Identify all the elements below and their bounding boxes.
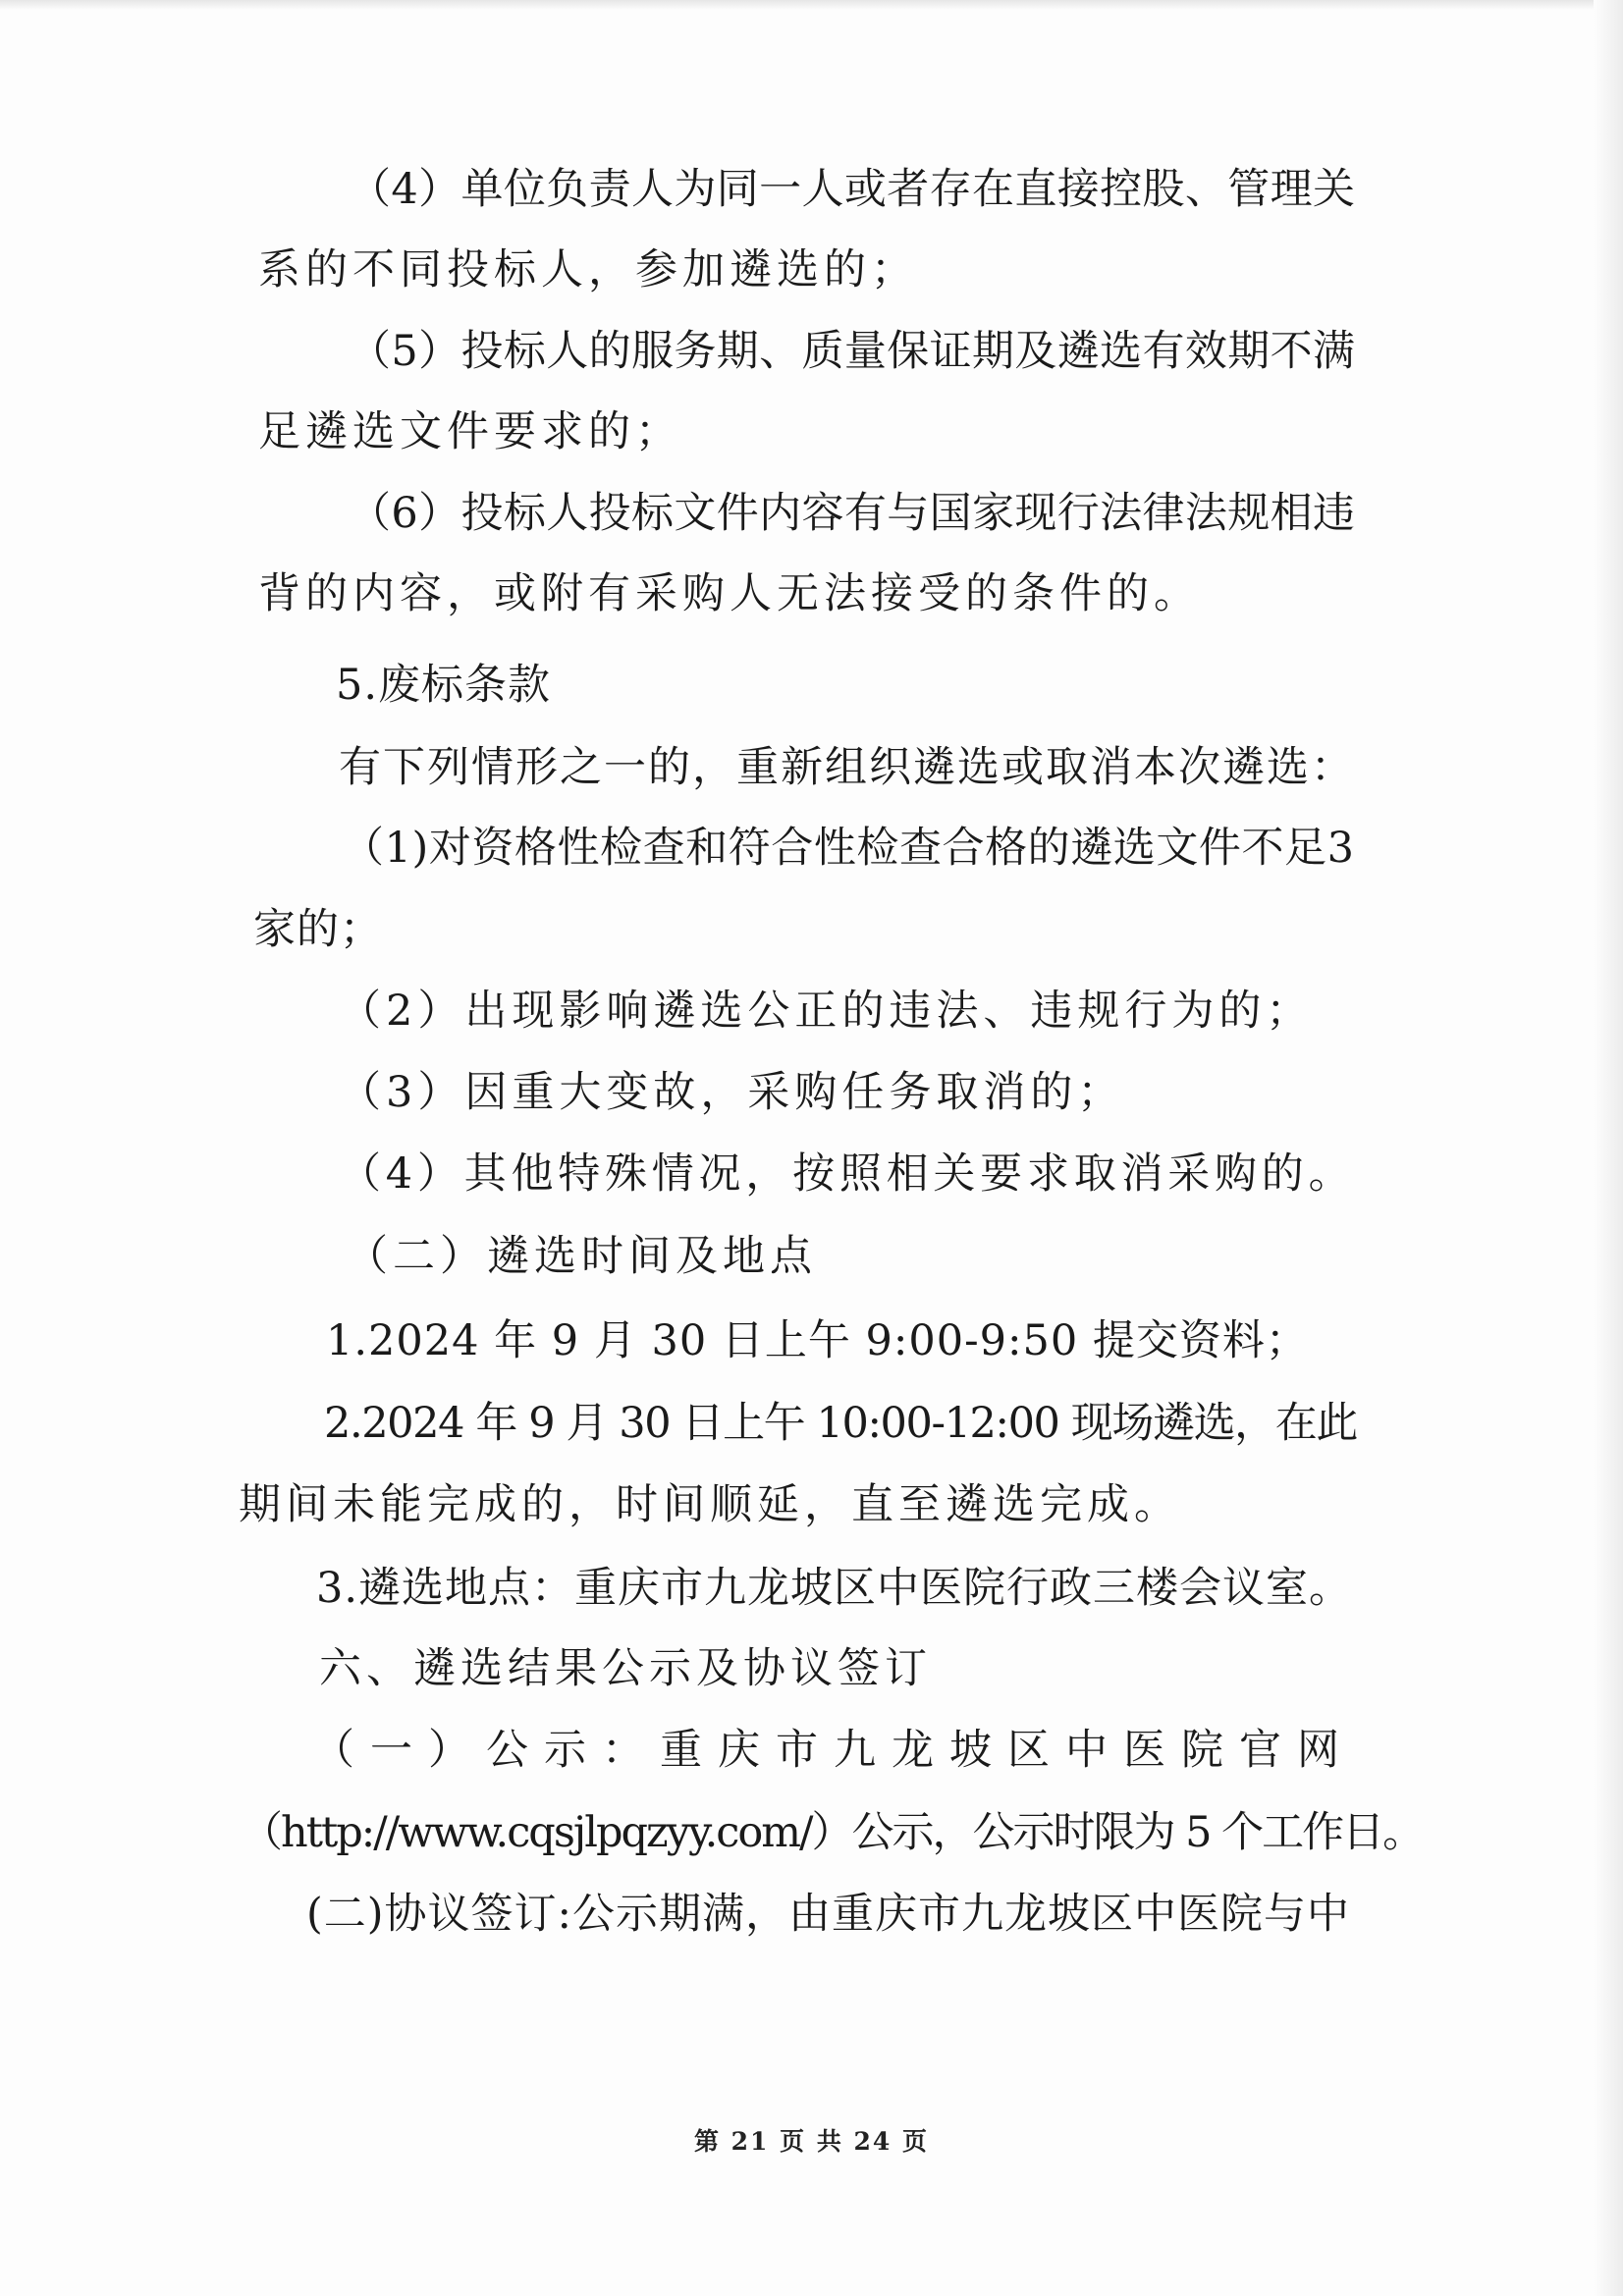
paragraph-line: （4）其他特殊情况，按照相关要求取消采购的。 <box>339 1149 1356 1199</box>
paragraph-line: （http://www.cqsjlpqzyy.com/）公示，公示时限为 5 个工作日。 <box>241 1808 1424 1857</box>
paragraph-line: （3）因重大变故，采购任务取消的； <box>339 1068 1125 1117</box>
paragraph-line: 3.遴选地点：重庆市九龙坡区中医院行政三楼会议室。 <box>316 1564 1353 1613</box>
paragraph-line: （5）投标人的服务期、质量保证期及遴选有效期不满 <box>349 327 1356 376</box>
paragraph-line: 2.2024 年 9 月 30 日上午 10:00-12:00 现场遴选，在此 <box>324 1399 1357 1448</box>
paragraph-line: 1.2024 年 9 月 30 日上午 9:00-9:50 提交资料； <box>326 1316 1309 1365</box>
scan-shadow-top <box>0 0 1623 10</box>
paragraph-line: 有下列情形之一的，重新组织遴选或取消本次遴选： <box>339 743 1355 792</box>
paragraph-line: （一）公示：重庆市九龙坡区中医院官网 <box>312 1726 1355 1775</box>
paragraph-line: 足遴选文件要求的； <box>258 407 682 456</box>
scan-shadow-right <box>1594 0 1623 2296</box>
paragraph-line: 背的内容，或附有采购人无法接受的条件的。 <box>258 569 1201 618</box>
section-heading: 5.废标条款 <box>336 661 552 710</box>
paragraph-line: (二)协议签订:公示期满，由重庆市九龙坡区中医院与中 <box>306 1890 1351 1939</box>
page-footer: 第 21 页 共 24 页 <box>693 2127 930 2156</box>
paragraph-line: （2）出现影响遴选公正的违法、违规行为的； <box>339 987 1314 1036</box>
paragraph-line: 期间未能完成的，时间顺延，直至遴选完成。 <box>239 1480 1181 1529</box>
paragraph-line: 系的不同投标人，参加遴选的； <box>258 245 918 294</box>
paragraph-line: 家的； <box>253 905 383 954</box>
paragraph-line: （1)对资格性检查和符合性检查合格的遴选文件不足3 <box>342 824 1355 873</box>
paragraph-line: （4）单位负责人为同一人或者存在直接控股、管理关 <box>349 165 1356 214</box>
paragraph-line: （6）投标人投标文件内容有与国家现行法律法规相违 <box>349 489 1356 538</box>
section-heading: （二）遴选时间及地点 <box>346 1232 817 1281</box>
section-heading: 六、遴选结果公示及协议签订 <box>319 1644 932 1693</box>
